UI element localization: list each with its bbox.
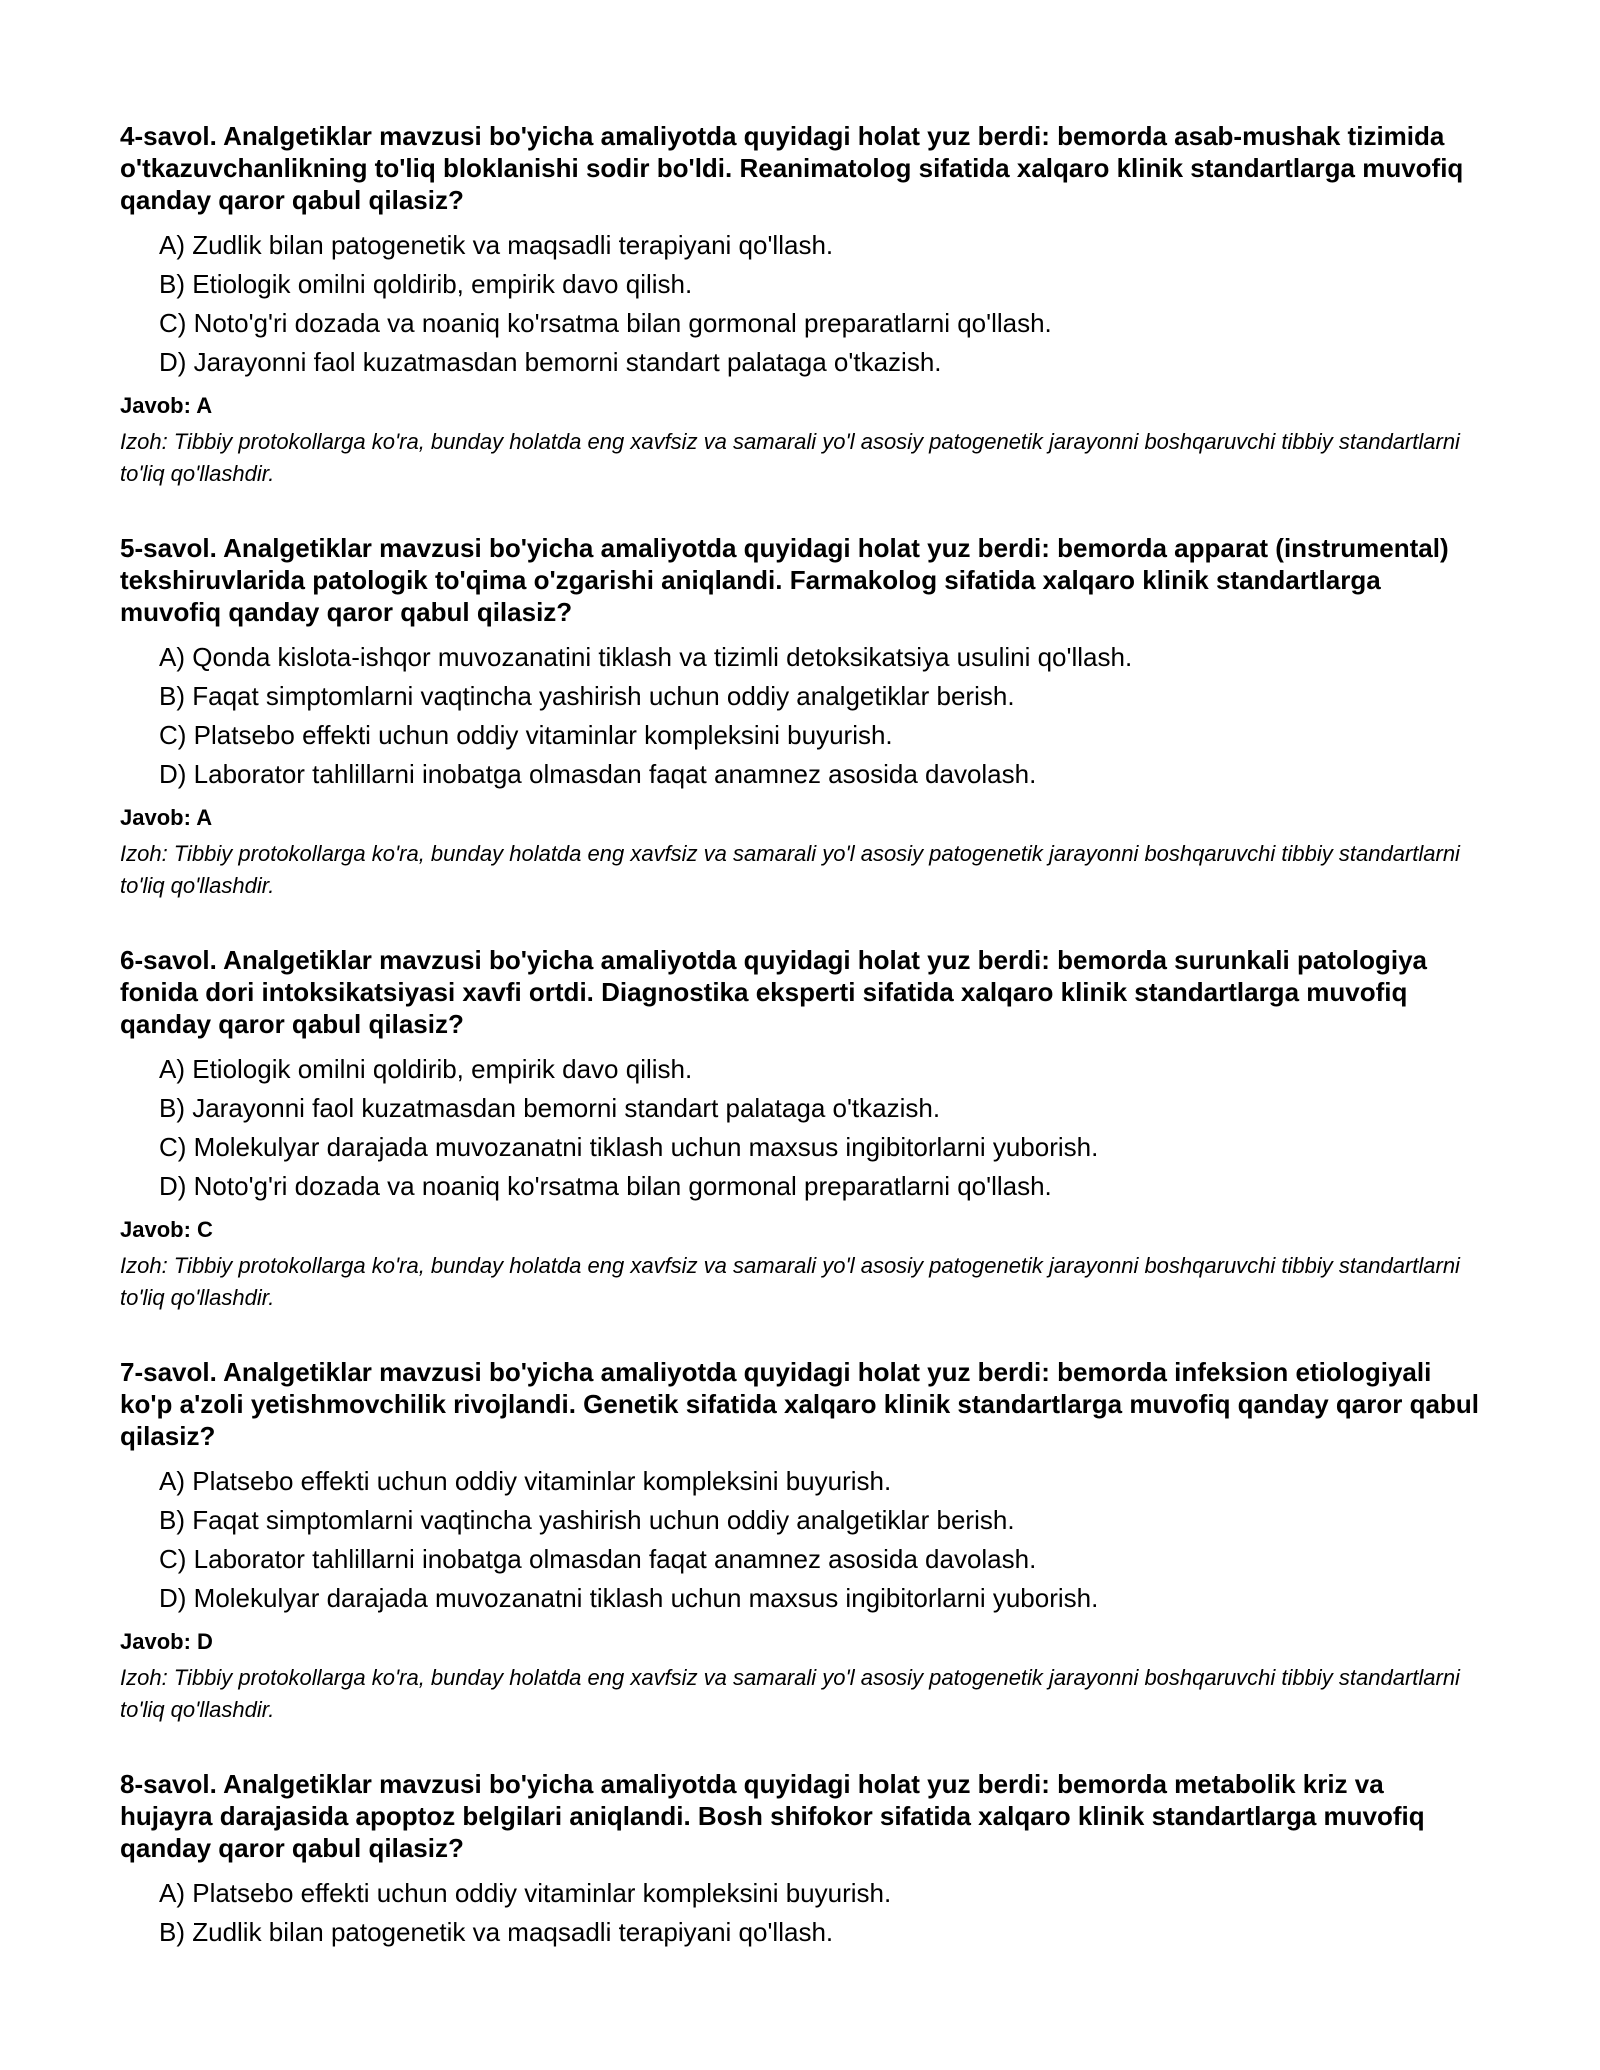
option-list [120,226,1480,382]
explanation-note: Izoh: Tibbiy protokollarga ko'ra, bunday holatda eng xavfsiz va samarali yo'l asosiy patogenetik jarayonni boshqaruvchi tibbiy standartlarni to'liq qo'llashdir. [120,1665,1460,1722]
question-title: 5-savol. Analgetiklar mavzusi bo'yicha amaliyotda quyidagi holat yuz berdi: bemorda apparat (instrumental) tekshiruvlarida patologik to'qima o'zgarishi aniqlandi. Farmakolog sifatida xalqaro klinik standartlarga muvofiq qanday qaror qabul qilasiz? [120,533,1449,627]
question-title: 8-savol. Analgetiklar mavzusi bo'yicha amaliyotda quyidagi holat yuz berdi: bemorda metabolik kriz va hujayra darajasida apoptoz belgilari aniqlandi. Bosh shifokor sifatida xalqaro klinik standartlarga muvofiq qanday qaror qabul qilasiz? [120,1769,1425,1863]
answer-line: Javob: C [120,1217,213,1242]
option-d: D) Jarayonni faol kuzatmasdan bemorni standart palataga o'tkazish. [159,347,942,377]
option-d: D) Molekulyar darajada muvozanatni tiklash uchun maxsus ingibitorlarni yuborish. [159,1583,1099,1613]
option-b: B) Jarayonni faol kuzatmasdan bemorni standart palataga o'tkazish. [159,1093,941,1123]
option-d: D) Noto'g'ri dozada va noaniq ko'rsatma bilan gormonal preparatlarni qo'llash. [159,1171,1052,1201]
question-title: 7-savol. Analgetiklar mavzusi bo'yicha amaliyotda quyidagi holat yuz berdi: bemorda infeksion etiologiyali ko'p a'zoli yetishmovchilik rivojlandi. Genetik sifatida xalqaro klinik standartlarga muvofiq qanday qaror qabul qilasiz? [120,1357,1479,1451]
question-title: 6-savol. Analgetiklar mavzusi bo'yicha amaliyotda quyidagi holat yuz berdi: bemorda surunkali patologiya fonida dori intoksikatsiyasi xavfi ortdi. Diagnostika eksperti sifatida xalqaro klinik standartlarga muvofiq qanday qaror qabul qilasiz? [120,945,1427,1039]
option-a: A) Platsebo effekti uchun oddiy vitaminlar kompleksini buyurish. [159,1878,892,1908]
option-b: B) Faqat simptomlarni vaqtincha yashirish uchun oddiy analgetiklar berish. [159,1505,1015,1535]
option-a: A) Etiologik omilni qoldirib, empirik davo qilish. [159,1054,693,1084]
explanation-note: Izoh: Tibbiy protokollarga ko'ra, bunday holatda eng xavfsiz va samarali yo'l asosiy patogenetik jarayonni boshqaruvchi tibbiy standartlarni to'liq qo'llashdir. [120,1253,1460,1310]
option-list [120,1050,1480,1206]
option-a: A) Platsebo effekti uchun oddiy vitaminlar kompleksini buyurish. [159,1466,892,1496]
answer-line: Javob: A [120,393,213,418]
question-block [120,944,1480,1314]
option-b: B) Faqat simptomlarni vaqtincha yashirish uchun oddiy analgetiklar berish. [159,681,1015,711]
option-c: C) Noto'g'ri dozada va noaniq ko'rsatma bilan gormonal preparatlarni qo'llash. [159,308,1052,338]
option-c: C) Molekulyar darajada muvozanatni tiklash uchun maxsus ingibitorlarni yuborish. [159,1132,1099,1162]
explanation-note: Izoh: Tibbiy protokollarga ko'ra, bunday holatda eng xavfsiz va samarali yo'l asosiy patogenetik jarayonni boshqaruvchi tibbiy standartlarni to'liq qo'llashdir. [120,429,1460,486]
option-b: B) Zudlik bilan patogenetik va maqsadli terapiyani qo'llash. [159,1917,834,1947]
option-list [120,638,1480,794]
option-d: D) Laborator tahlillarni inobatga olmasdan faqat anamnez asosida davolash. [159,759,1037,789]
option-a: A) Qonda kislota-ishqor muvozanatini tiklash va tizimli detoksikatsiya usulini qo'llash. [159,642,1133,672]
option-list [120,1462,1480,1618]
answer-line: Javob: D [120,1629,213,1654]
option-list [120,1874,1480,1952]
question-block [120,1356,1480,1726]
option-c: C) Laborator tahlillarni inobatga olmasdan faqat anamnez asosida davolash. [159,1544,1037,1574]
question-block [120,532,1480,902]
option-b: B) Etiologik omilni qoldirib, empirik davo qilish. [159,269,693,299]
option-a: A) Zudlik bilan patogenetik va maqsadli terapiyani qo'llash. [159,230,834,260]
question-block [120,120,1480,490]
question-title: 4-savol. Analgetiklar mavzusi bo'yicha amaliyotda quyidagi holat yuz berdi: bemorda asab-mushak tizimida o'tkazuvchanlikning to'liq bloklanishi sodir bo'ldi. Reanimatolog sifatida xalqaro klinik standartlarga muvofiq qanday qaror qabul qilasiz? [120,121,1464,215]
option-c: C) Platsebo effekti uchun oddiy vitaminlar kompleksini buyurish. [159,720,893,750]
question-block [120,1768,1480,1952]
explanation-note: Izoh: Tibbiy protokollarga ko'ra, bunday holatda eng xavfsiz va samarali yo'l asosiy patogenetik jarayonni boshqaruvchi tibbiy standartlarni to'liq qo'llashdir. [120,841,1460,898]
answer-line: Javob: A [120,805,213,830]
